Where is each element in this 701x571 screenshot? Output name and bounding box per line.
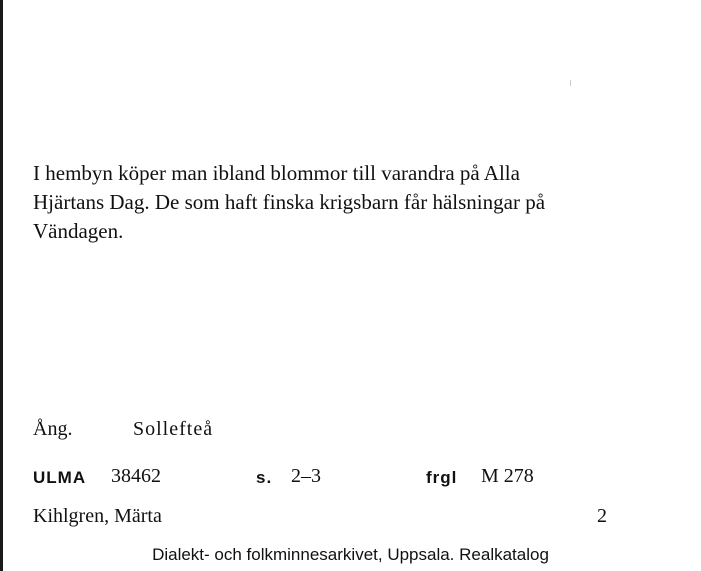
archive-footer: Dialekt- och folkminnesarkivet, Uppsala. Realkatalog bbox=[152, 545, 549, 564]
frgl-label: frgl bbox=[426, 468, 458, 487]
frgl-value: M 278 bbox=[481, 465, 534, 487]
card-left-border bbox=[0, 0, 3, 571]
card-number: 2 bbox=[597, 505, 607, 527]
ulma-label: ULMA bbox=[33, 468, 87, 487]
ang-place: Sollefteå bbox=[133, 418, 214, 440]
scan-speck bbox=[570, 80, 571, 86]
body-line-1: I hembyn köper man ibland blommor till varandra på Alla bbox=[33, 161, 520, 185]
recorder-name: Kihlgren, Märta bbox=[33, 505, 162, 527]
card-body-text bbox=[33, 159, 683, 246]
body-line-2: Hjärtans Dag. De som haft finska krigsbarn får hälsningar på bbox=[33, 190, 546, 214]
s-value: 2–3 bbox=[291, 465, 321, 487]
body-line-3: Vändagen. bbox=[33, 219, 124, 243]
ulma-number: 38462 bbox=[111, 465, 161, 487]
ang-label: Ång. bbox=[33, 418, 73, 440]
s-label: s. bbox=[256, 468, 273, 487]
